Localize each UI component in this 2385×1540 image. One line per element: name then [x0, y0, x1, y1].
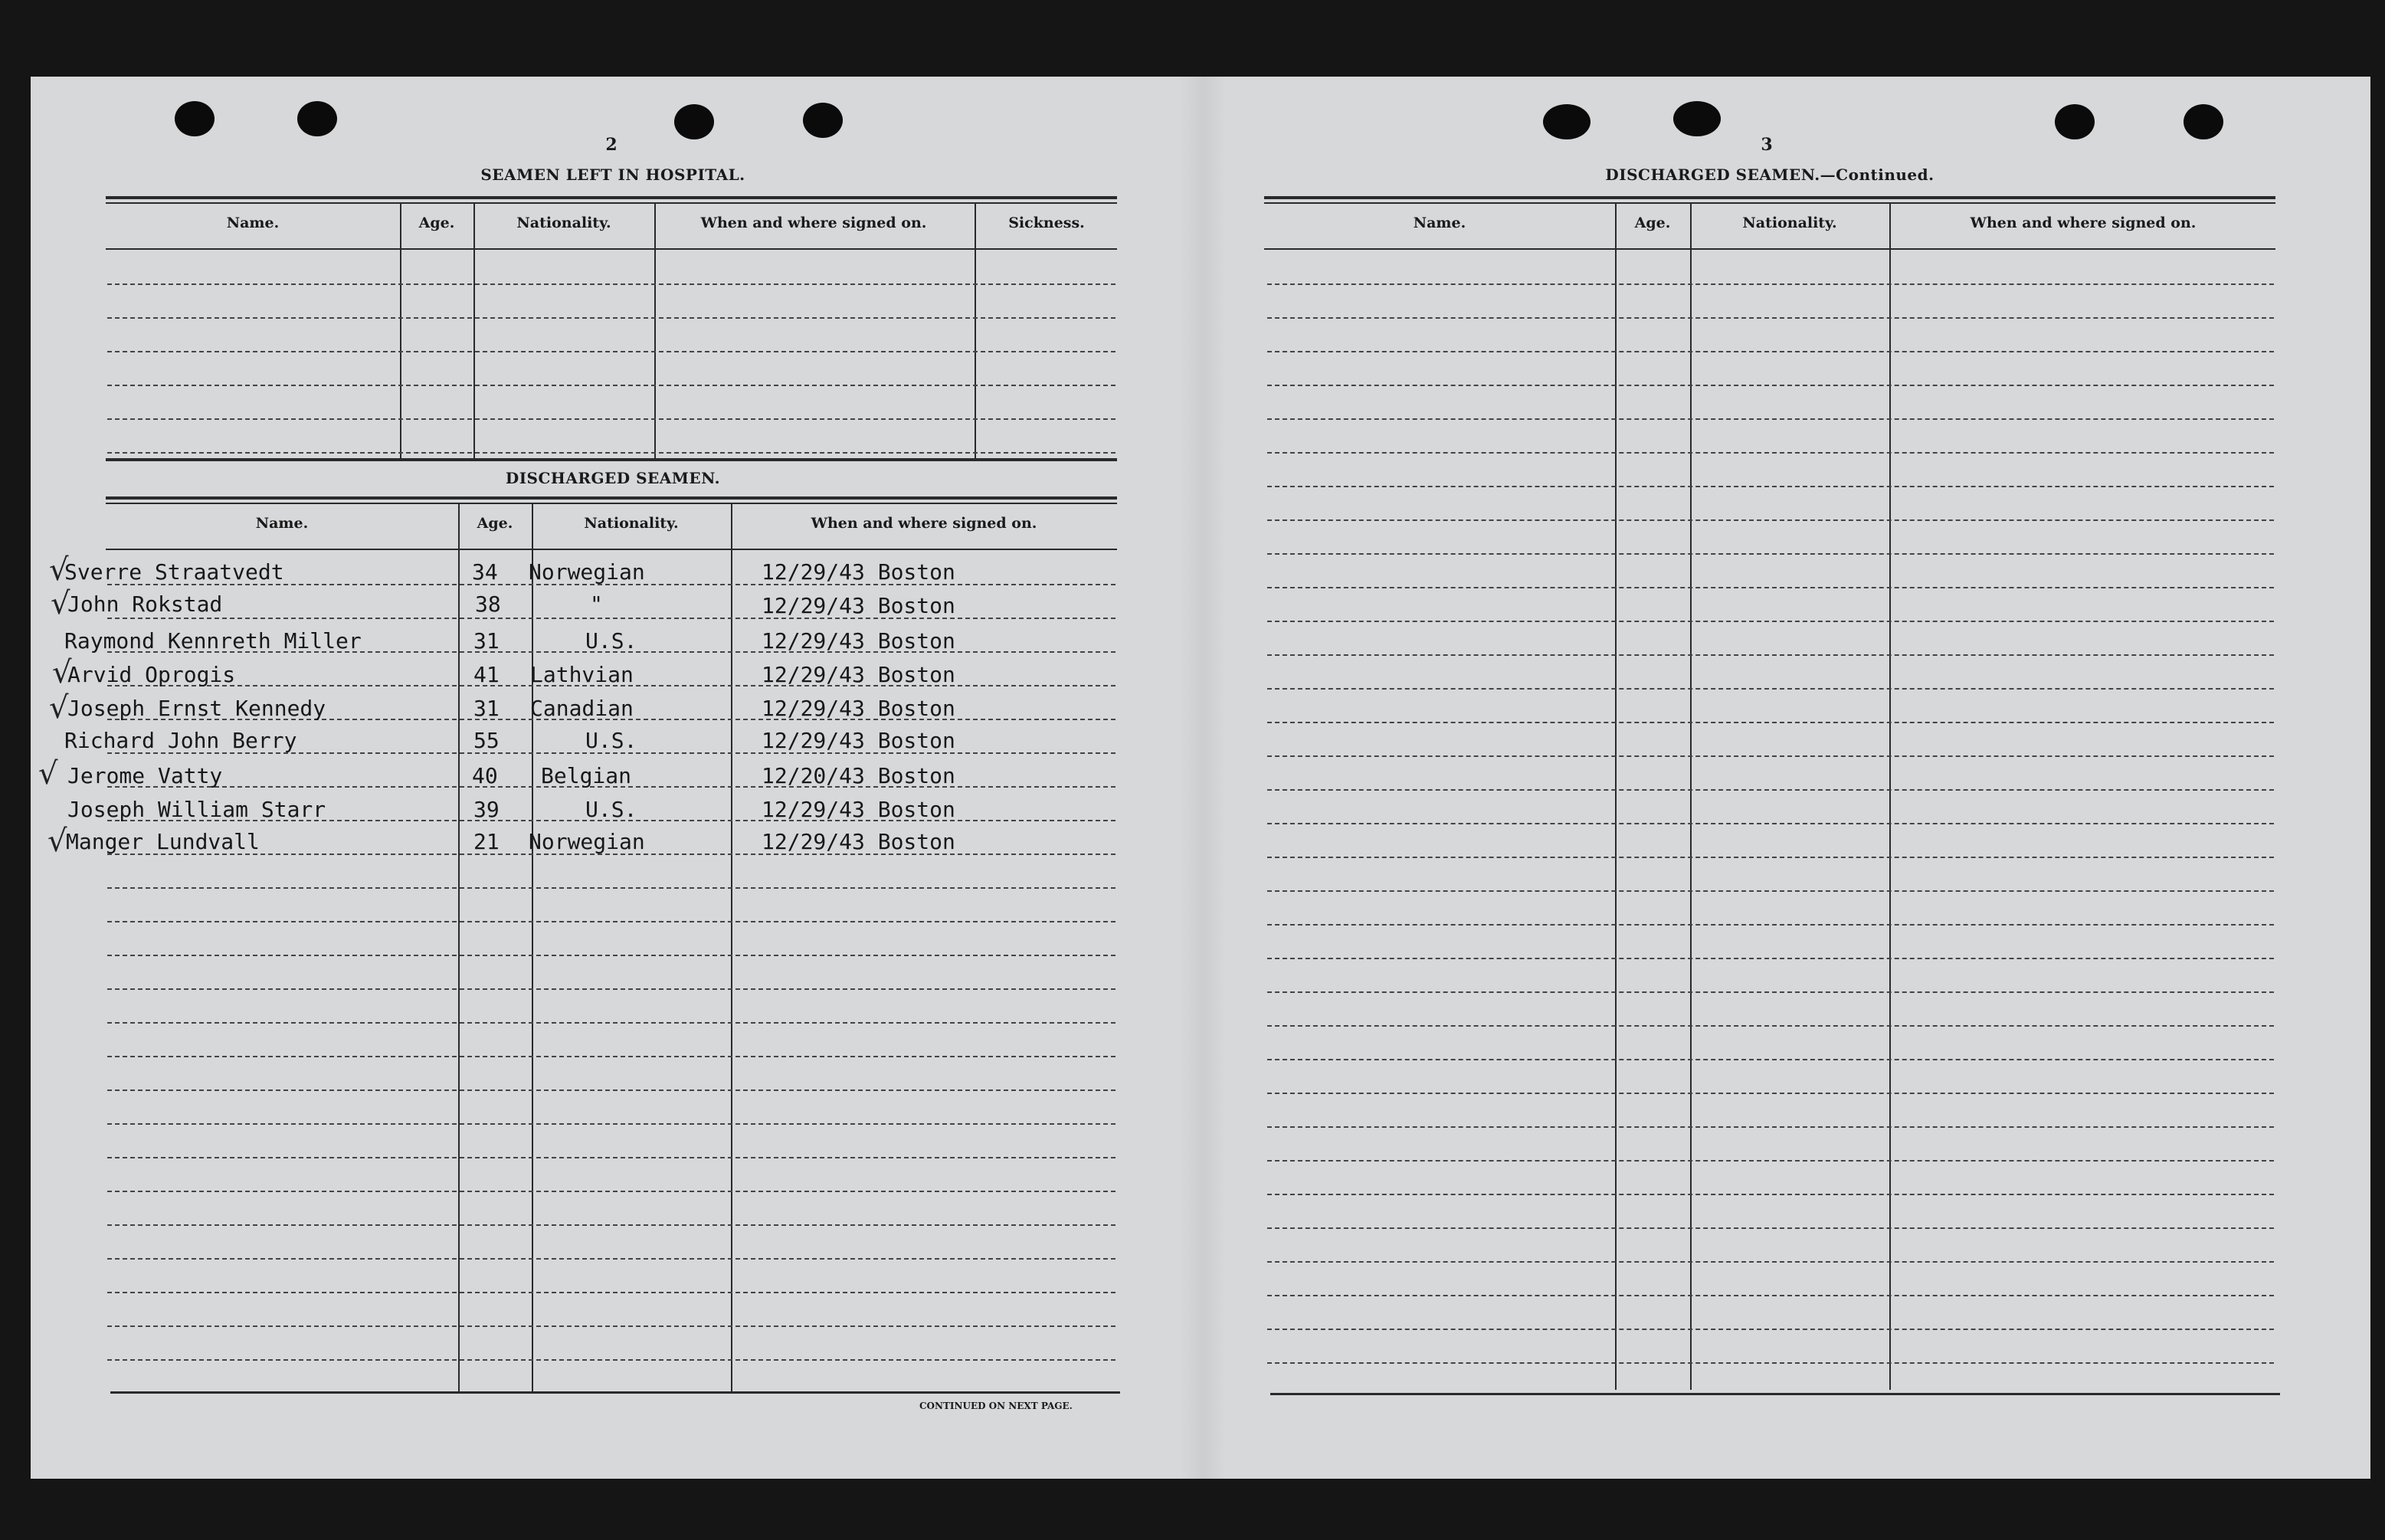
- right-entry-line: [1267, 654, 2274, 656]
- continued-note: CONTINUED ON NEXT PAGE.: [919, 1401, 1073, 1411]
- seaman-signed-on: 12/29/43 Boston: [762, 559, 955, 585]
- right-col-divider: [1889, 204, 1891, 1390]
- hospital-col-age: Age.: [418, 215, 455, 231]
- right-entry-line: [1267, 351, 2274, 352]
- punch-hole: [175, 101, 215, 136]
- discharged-entry-line: [107, 1292, 1116, 1293]
- punch-hole: [674, 104, 714, 139]
- tick-mark: √: [49, 690, 69, 726]
- seaman-nationality: U.S.: [585, 628, 637, 654]
- discharged-entry-line: [107, 1191, 1116, 1192]
- seaman-name: Arvid Oprogis: [67, 662, 236, 687]
- seaman-name: Jerome Vatty: [67, 763, 223, 788]
- right-entry-line: [1267, 1227, 2274, 1229]
- tick-mark: √: [38, 756, 58, 791]
- discharged-entry-line: [107, 887, 1116, 889]
- right-entry-line: [1267, 924, 2274, 926]
- seaman-signed-on: 12/29/43 Boston: [762, 829, 955, 854]
- discharged-top-rule: [106, 496, 1117, 500]
- right-header-rule: [1264, 248, 2275, 250]
- seaman-age: 39: [473, 797, 500, 822]
- discharged-entry-line: [107, 1359, 1116, 1361]
- seaman-name: Richard John Berry: [64, 728, 297, 753]
- right-entry-line: [1267, 755, 2274, 757]
- discharged-col-name: Name.: [255, 515, 309, 532]
- discharged-top-rule-thin: [106, 503, 1117, 504]
- seaman-nationality: Belgian: [541, 763, 632, 788]
- right-entry-line: [1267, 890, 2274, 892]
- hospital-entry-line: [107, 351, 1116, 352]
- hospital-top-rule-thin: [106, 202, 1117, 204]
- discharged-header-rule: [106, 549, 1117, 550]
- right-col-divider: [1615, 204, 1617, 1390]
- seaman-age: 31: [473, 696, 500, 721]
- punch-hole: [1543, 104, 1591, 139]
- discharged-col-divider: [532, 504, 533, 1393]
- discharged-col-age: Age.: [477, 515, 513, 532]
- right-page-number: 3: [1761, 135, 1773, 155]
- hospital-col-divider: [473, 204, 475, 458]
- discharged-section-title: DISCHARGED SEAMEN.: [505, 469, 721, 487]
- left-page-number: 2: [605, 135, 618, 155]
- discharged-col-nationality: Nationality.: [584, 515, 679, 532]
- right-entry-line: [1267, 1329, 2274, 1330]
- right-col-name: Name.: [1413, 215, 1466, 231]
- right-entry-line: [1267, 688, 2274, 690]
- hospital-col-divider: [400, 204, 401, 458]
- hospital-bottom-rule: [106, 458, 1117, 461]
- right-col-signed-on: When and where signed on.: [1970, 215, 2197, 231]
- right-entry-line: [1267, 857, 2274, 858]
- hospital-header-rule: [106, 248, 1117, 250]
- seaman-nationality: Canadian: [530, 696, 634, 721]
- page-fold: [1180, 77, 1226, 1479]
- right-entry-line: [1267, 621, 2274, 622]
- seaman-signed-on: 12/29/43 Boston: [762, 662, 955, 687]
- discharged-bottom-rule: [110, 1391, 1120, 1394]
- seaman-nationality: Lathvian: [530, 662, 634, 687]
- punch-hole: [803, 103, 843, 138]
- right-entry-line: [1267, 486, 2274, 487]
- right-entry-line: [1267, 452, 2274, 454]
- seaman-nationality: ": [590, 591, 603, 617]
- right-top-rule-thin: [1264, 202, 2275, 204]
- hospital-col-divider: [654, 204, 656, 458]
- discharged-entry-line: [107, 618, 1116, 619]
- right-entry-line: [1267, 1295, 2274, 1296]
- continued-section-title: DISCHARGED SEAMEN.—Continued.: [1605, 165, 1935, 184]
- right-entry-line: [1267, 587, 2274, 588]
- hospital-col-divider: [975, 204, 976, 458]
- seaman-name: Raymond Kennreth Miller: [64, 628, 362, 654]
- seaman-age: 41: [473, 662, 500, 687]
- seaman-signed-on: 12/29/43 Boston: [762, 628, 955, 654]
- tick-mark: √: [51, 586, 70, 621]
- right-entry-line: [1267, 317, 2274, 319]
- tick-mark: √: [52, 655, 72, 690]
- seaman-signed-on: 12/20/43 Boston: [762, 763, 955, 788]
- seaman-name: Sverre Straatvedt: [64, 559, 284, 585]
- right-entry-line: [1267, 823, 2274, 824]
- right-col-divider: [1690, 204, 1692, 1390]
- discharged-entry-line: [107, 1022, 1116, 1024]
- seaman-age: 55: [473, 728, 500, 753]
- right-bottom-rule: [1270, 1393, 2280, 1395]
- seaman-nationality: U.S.: [585, 797, 637, 822]
- right-entry-line: [1267, 1261, 2274, 1263]
- right-entry-line: [1267, 1362, 2274, 1364]
- hospital-entry-line: [107, 317, 1116, 319]
- right-entry-line: [1267, 418, 2274, 420]
- hospital-col-name: Name.: [226, 215, 280, 231]
- hospital-entry-line: [107, 418, 1116, 420]
- seaman-name: John Rokstad: [67, 591, 223, 617]
- discharged-col-divider: [731, 504, 732, 1393]
- discharged-entry-line: [107, 955, 1116, 956]
- hospital-top-rule: [106, 196, 1117, 199]
- discharged-entry-line: [107, 921, 1116, 922]
- right-entry-line: [1267, 789, 2274, 791]
- right-entry-line: [1267, 283, 2274, 285]
- right-entry-line: [1267, 1025, 2274, 1027]
- discharged-entry-line: [107, 1089, 1116, 1091]
- hospital-entry-line: [107, 283, 1116, 285]
- hospital-col-sickness: Sickness.: [1008, 215, 1085, 231]
- right-entry-line: [1267, 553, 2274, 555]
- discharged-entry-line: [107, 988, 1116, 990]
- discharged-entry-line: [107, 1224, 1116, 1226]
- punch-hole: [297, 101, 337, 136]
- right-entry-line: [1267, 385, 2274, 386]
- seaman-age: 40: [472, 763, 498, 788]
- hospital-section-title: SEAMEN LEFT IN HOSPITAL.: [480, 165, 745, 184]
- punch-hole: [2184, 104, 2223, 139]
- right-entry-line: [1267, 1059, 2274, 1060]
- right-entry-line: [1267, 1093, 2274, 1094]
- seaman-name: Joseph Ernst Kennedy: [67, 696, 326, 721]
- seaman-age: 31: [473, 628, 500, 654]
- seaman-signed-on: 12/29/43 Boston: [762, 593, 955, 618]
- right-entry-line: [1267, 991, 2274, 993]
- hospital-entry-line: [107, 452, 1116, 454]
- tick-mark: √: [49, 552, 69, 588]
- seaman-nationality: Norwegian: [529, 559, 645, 585]
- seaman-age: 34: [472, 559, 498, 585]
- right-col-nationality: Nationality.: [1742, 215, 1837, 231]
- right-entry-line: [1267, 722, 2274, 723]
- hospital-entry-line: [107, 385, 1116, 386]
- punch-hole: [1673, 101, 1721, 136]
- seaman-name: Manger Lundvall: [66, 829, 260, 854]
- right-entry-line: [1267, 1194, 2274, 1195]
- hospital-col-nationality: Nationality.: [516, 215, 611, 231]
- seaman-signed-on: 12/29/43 Boston: [762, 728, 955, 753]
- seaman-signed-on: 12/29/43 Boston: [762, 797, 955, 822]
- discharged-col-divider: [458, 504, 460, 1393]
- right-entry-line: [1267, 519, 2274, 521]
- discharged-entry-line: [107, 1157, 1116, 1158]
- seaman-age: 38: [475, 591, 501, 617]
- right-entry-line: [1267, 958, 2274, 959]
- discharged-entry-line: [107, 1056, 1116, 1057]
- seaman-age: 21: [473, 829, 500, 854]
- discharged-entry-line: [107, 1325, 1116, 1327]
- seaman-nationality: Norwegian: [529, 829, 645, 854]
- right-col-age: Age.: [1634, 215, 1671, 231]
- hospital-col-signed-on: When and where signed on.: [700, 215, 927, 231]
- discharged-entry-line: [107, 1258, 1116, 1260]
- discharged-col-signed-on: When and where signed on.: [811, 515, 1037, 532]
- discharged-entry-line: [107, 1123, 1116, 1125]
- punch-hole: [2055, 104, 2095, 139]
- right-entry-line: [1267, 1126, 2274, 1128]
- right-top-rule: [1264, 196, 2275, 199]
- right-entry-line: [1267, 1160, 2274, 1162]
- tick-mark: √: [48, 824, 67, 859]
- seaman-signed-on: 12/29/43 Boston: [762, 696, 955, 721]
- seaman-name: Joseph William Starr: [67, 797, 326, 822]
- seaman-nationality: U.S.: [585, 728, 637, 753]
